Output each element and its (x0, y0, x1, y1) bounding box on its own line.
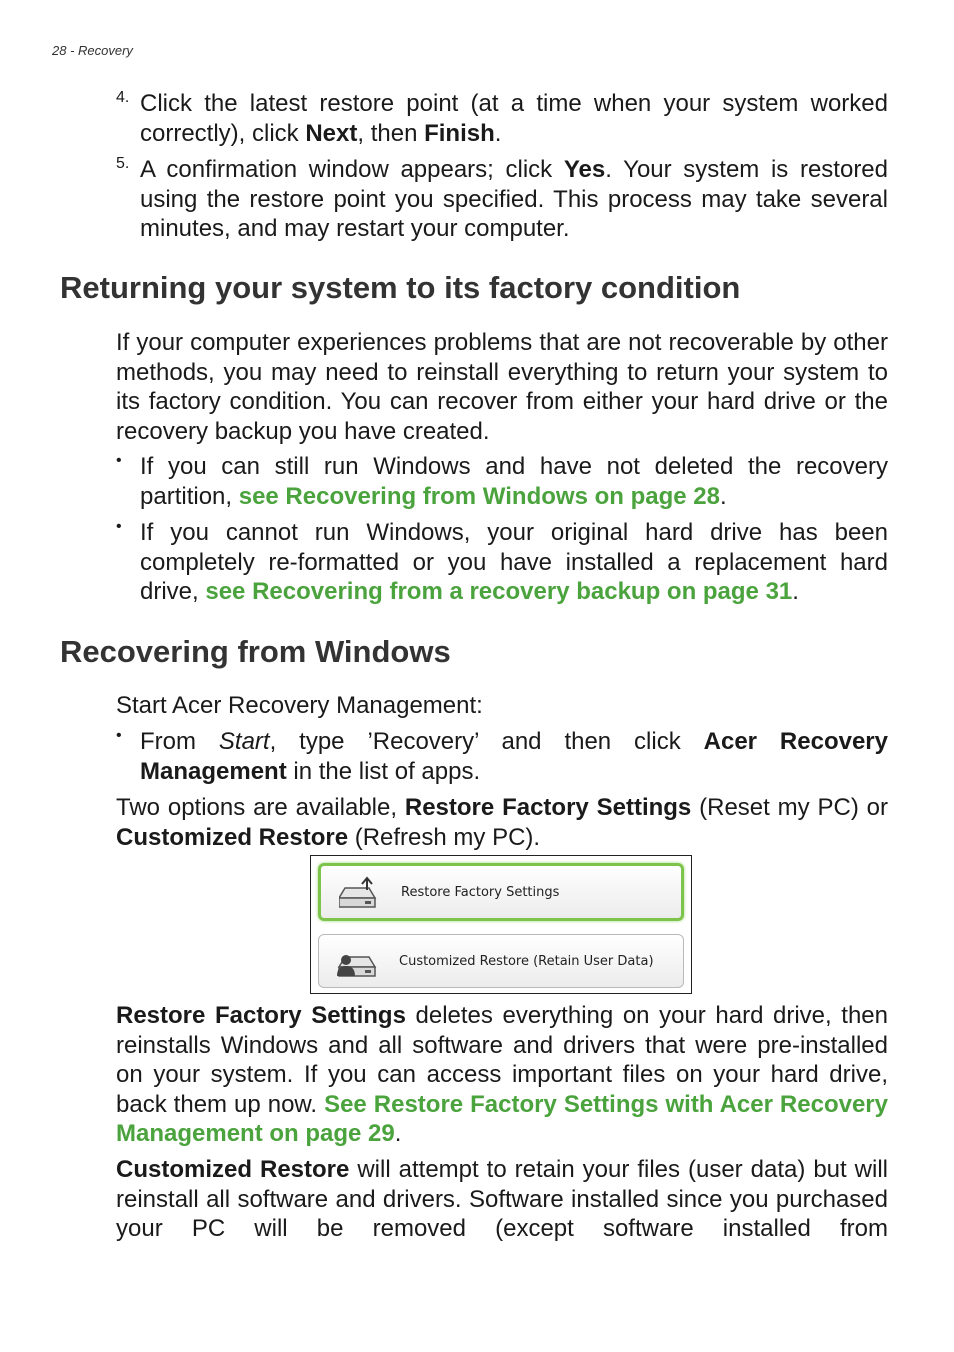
link-recovering-backup[interactable]: see Recovering from a recovery backup on page 31 (205, 578, 793, 606)
link-restore-factory-settings[interactable]: See Restore Factory Settings with Acer Recovery Management on page 29 (116, 1090, 888, 1148)
options-paragraph: Two options are available, Restore Factory Settings (Reset my PC) or Customized Restore (Refresh my PC). (116, 794, 888, 851)
link-recovering-windows[interactable]: see Recovering from Windows on page 28 (238, 482, 720, 510)
bullet-item: • If you can still run Windows and have not deleted the recovery partition, see Recovering from Windows on page 28. (116, 452, 888, 510)
option-label: Restore Factory Settings (401, 884, 560, 900)
step-4: 4. Click the latest restore point (at a time when your system worked correctly), click Next, then Finish. (116, 89, 888, 147)
step-number: 4. (116, 89, 130, 106)
drive-user-icon (337, 945, 377, 977)
recovery-options-screenshot (310, 855, 692, 994)
intro-paragraph: If your computer experiences problems that are not recoverable by other methods, you may need to reinstall everything to return your system to its factory condition. You can recover from either your hard drive or the recovery backup you have created. (116, 329, 888, 445)
restore-factory-paragraph: Restore Factory Settings deletes everything on your hard drive, then reinstalls Windows and all software and drivers that were pre-installed on your system. If you can access important files on your hard drive, back them up now. See Restore Factory Settings with Acer Recovery Management on page 29. (116, 1002, 888, 1148)
bullet-item: • If you cannot run Windows, your original hard drive has been completely re-formatted or you have installed a replacement hard drive, see Recovering from a recovery backup on page 31. (116, 518, 888, 606)
option-label: Customized Restore (Retain User Data) (399, 953, 654, 969)
bullet-item: • From Start, type ’Recovery’ and then click Acer Recovery Management in the list of apps. (116, 727, 888, 785)
step-number: 5. (116, 155, 130, 172)
customized-restore-paragraph: Customized Restore will attempt to retain your files (user data) but will reinstall all software and drivers. Software installed since you purchased your PC will be removed (except software installed from (116, 1156, 888, 1243)
drive-upload-icon (339, 876, 379, 908)
start-line: Start Acer Recovery Management: (116, 692, 483, 719)
step-5: 5. A confirmation window appears; click Yes. Your system is restored using the restore point you specified. This process may take several minutes, and may restart your computer. (116, 155, 889, 243)
customized-restore-button[interactable] (318, 934, 684, 988)
section-heading-factory: Returning your system to its factory condition (60, 270, 741, 305)
restore-factory-settings-button[interactable] (318, 863, 684, 921)
running-head: 28 - Recovery (52, 43, 133, 58)
section-heading-windows: Recovering from Windows (60, 634, 451, 669)
